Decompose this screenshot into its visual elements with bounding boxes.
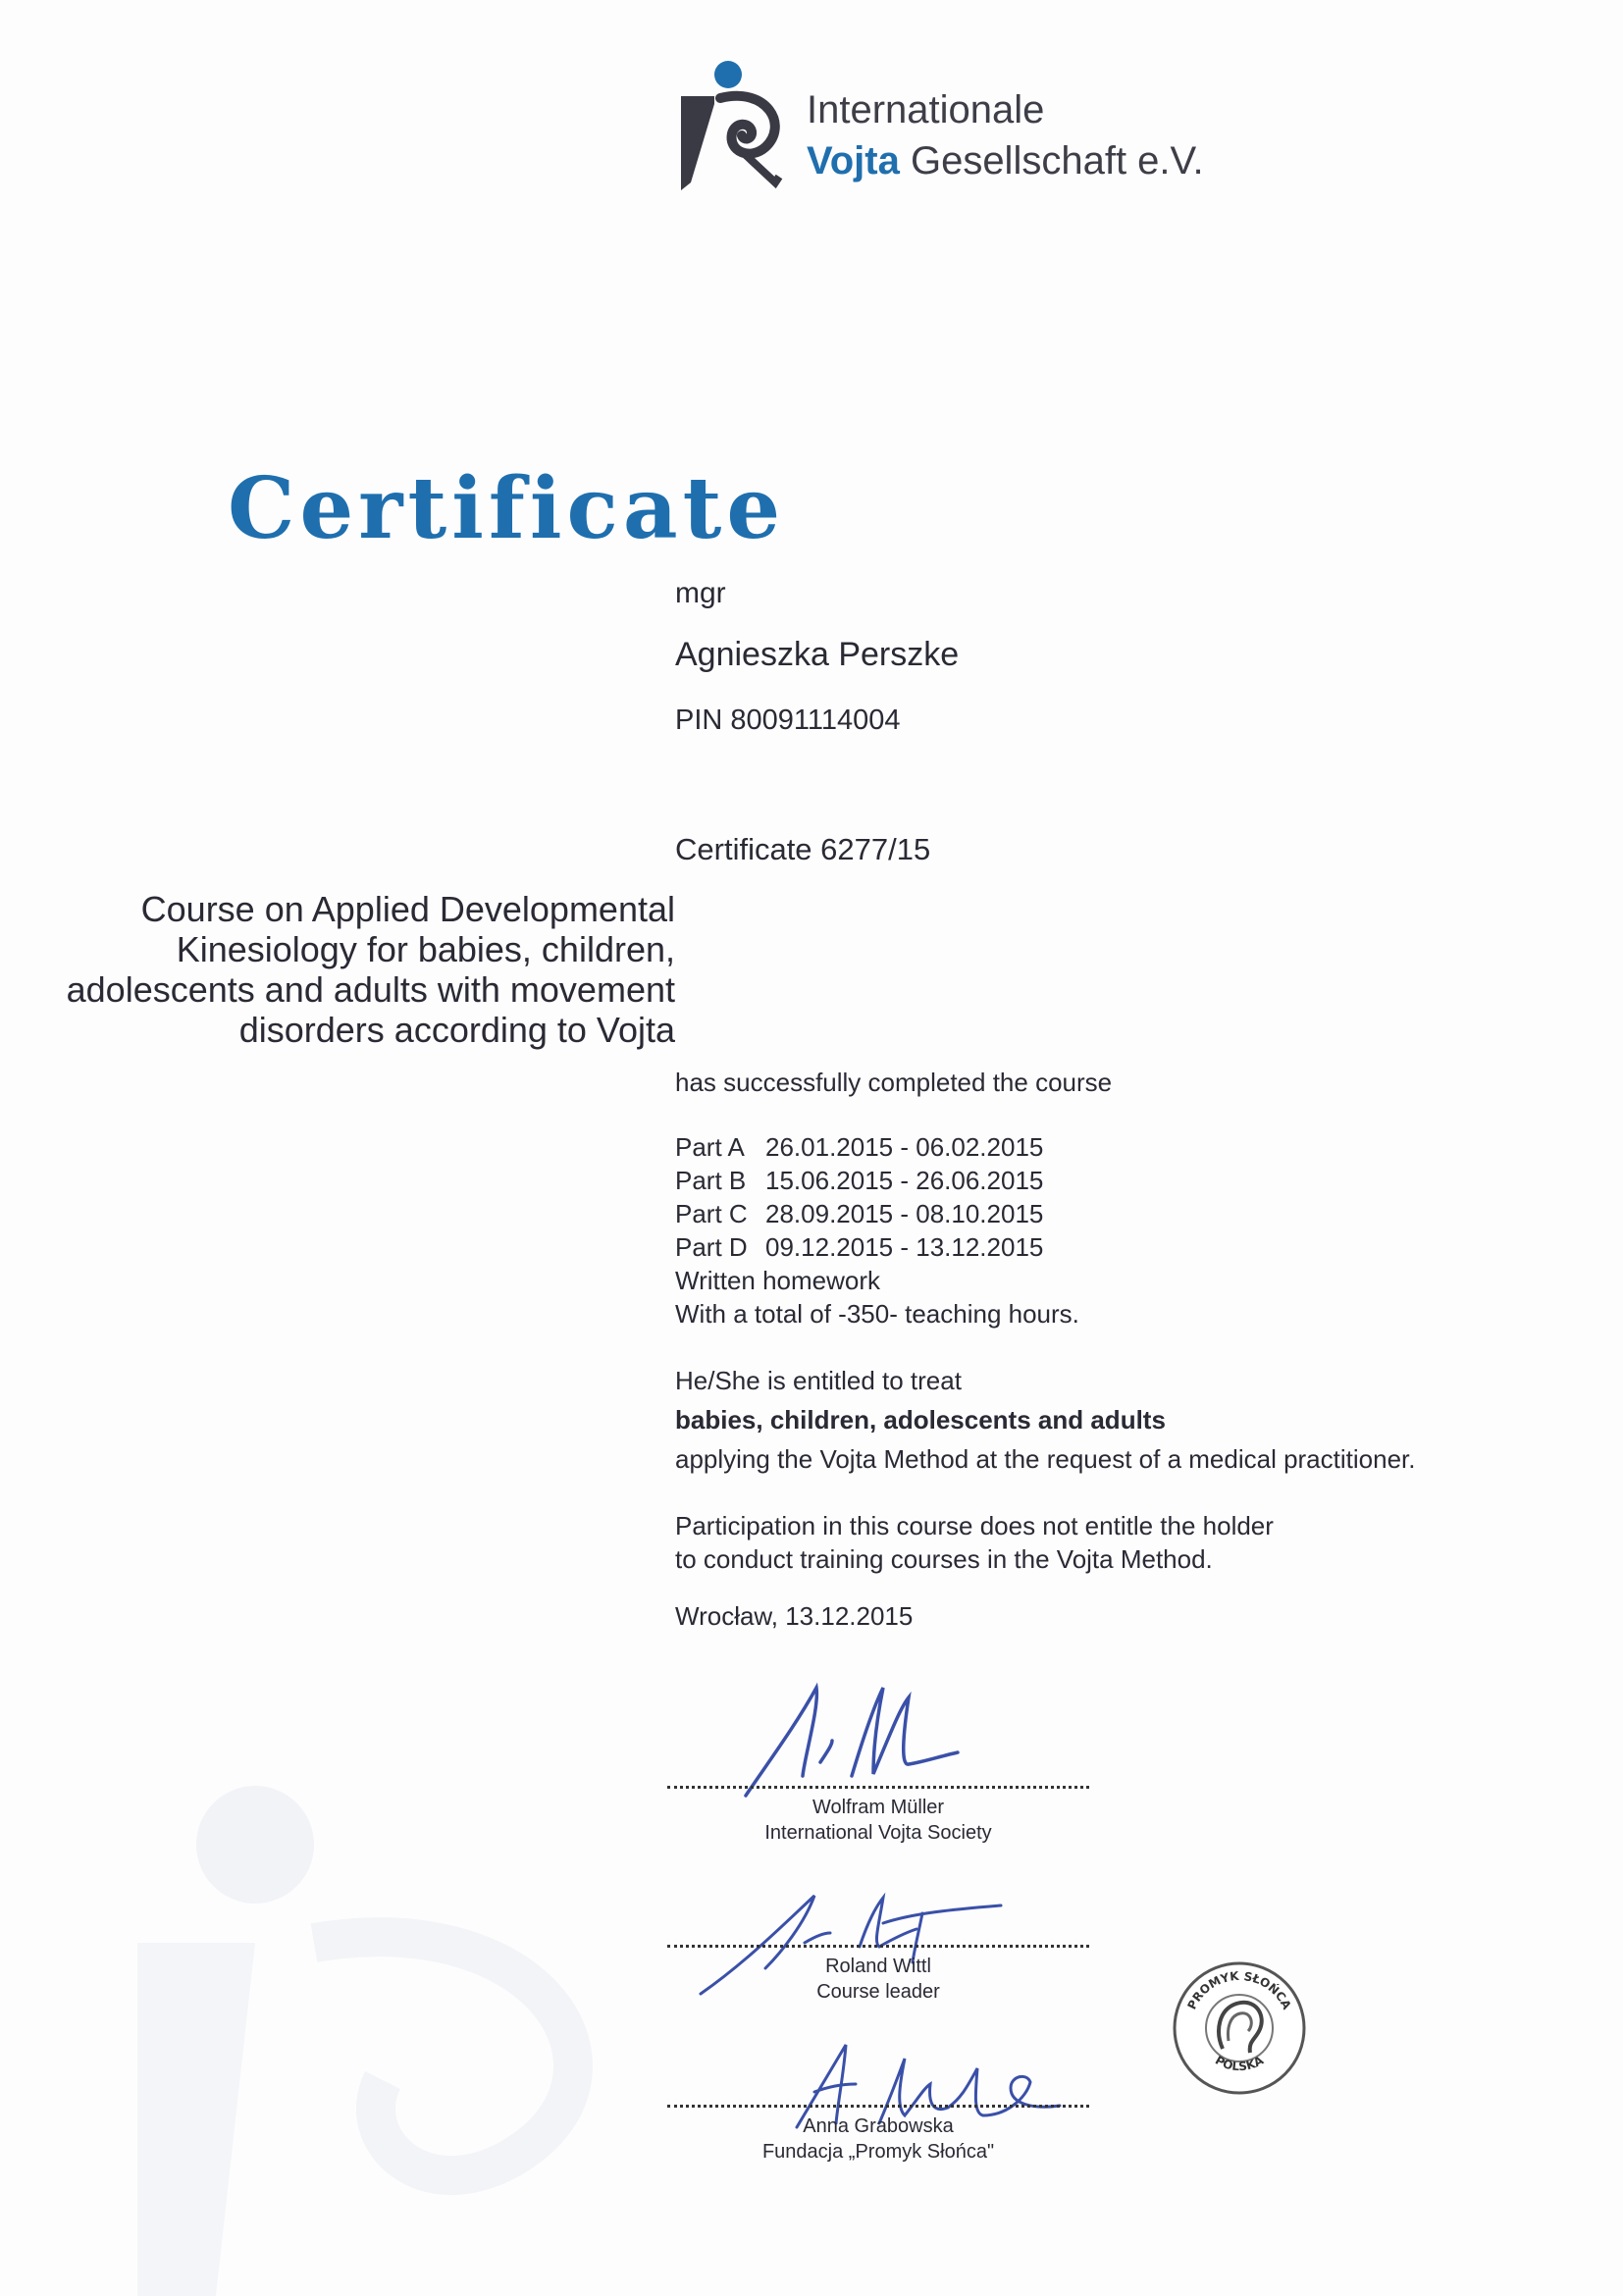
signatory-role: Course leader [816,1981,940,2003]
foundation-stamp [1170,1958,1309,2098]
entitlement-condition: applying the Vojta Method at the request of a medical practitioner. [675,1444,1416,1474]
course-line: disorders according to Vojta [238,1010,675,1050]
recipient-prefix: mgr [675,577,726,609]
part-dates: 28.09.2015 - 08.10.2015 [765,1199,1044,1228]
course-line: Course on Applied Developmental [140,889,675,929]
part-row [675,1164,1079,1197]
signatory-role: Fundacja „Promyk Słońca" [761,2141,995,2163]
part-dates: 26.01.2015 - 06.02.2015 [765,1132,1044,1162]
society-brand: Vojta [807,139,900,183]
society-logo [677,57,795,194]
part-dates: 09.12.2015 - 13.12.2015 [765,1232,1044,1262]
background-watermark [137,1786,648,2296]
signature-line [667,1945,1089,1948]
part-label: Part A [675,1132,745,1162]
society-name-rest: Gesellschaft e.V. [910,139,1204,183]
place-and-date: Wrocław, 13.12.2015 [675,1601,914,1631]
signature-block [667,1786,1089,1846]
signature-block [667,1945,1089,2005]
signature-muller [726,1668,981,1805]
signatory-name: Anna Grabowska [803,2115,954,2137]
signatory-role: International Vojta Society [764,1822,992,1844]
completion-statement: has successfully completed the course [675,1068,1113,1097]
course-description [0,889,675,1050]
recipient-name: Agnieszka Perszke [675,636,960,673]
vojta-logo-mark [677,57,795,194]
signatory-name: Roland Wittl [825,1956,931,1977]
signatory-name: Wolfram Müller [812,1797,945,1818]
notice-line2: to conduct training courses in the Vojta Method. [675,1544,1213,1574]
recipient-pin: PIN 80091114004 [675,704,901,736]
certificate-number: Certificate 6277/15 [675,832,931,866]
total-hours-line: With a total of -350- teaching hours. [675,1299,1079,1329]
notice-line1: Participation in this course does not entitle the holder [675,1511,1274,1540]
part-label: Part B [675,1166,747,1195]
stamp-bottom-text: POLSKA [1213,2053,1266,2074]
signature-line [667,2105,1089,2108]
part-row [675,1197,1079,1230]
signature-line [667,1786,1089,1789]
society-name-line2 [807,135,1204,186]
part-row [675,1130,1079,1164]
course-line: Kinesiology for babies, children, [176,929,675,969]
society-name [807,84,1204,186]
society-name-line1: Internationale [807,88,1045,131]
course-line: adolescents and adults with movement [66,969,675,1010]
part-label: Part C [675,1199,748,1228]
homework-line: Written homework [675,1266,881,1295]
part-row [675,1230,1079,1264]
entitlement-intro: He/She is entitled to treat [675,1366,962,1395]
certificate-title: Certificate [228,459,786,558]
course-parts [675,1130,1079,1331]
entitlement-groups: babies, children, adolescents and adults [675,1405,1166,1435]
stamp-top-text: PROMYK SŁOŃCA [1184,1968,1294,2012]
signature-block [667,2105,1089,2165]
part-dates: 15.06.2015 - 26.06.2015 [765,1166,1044,1195]
part-label: Part D [675,1232,748,1262]
